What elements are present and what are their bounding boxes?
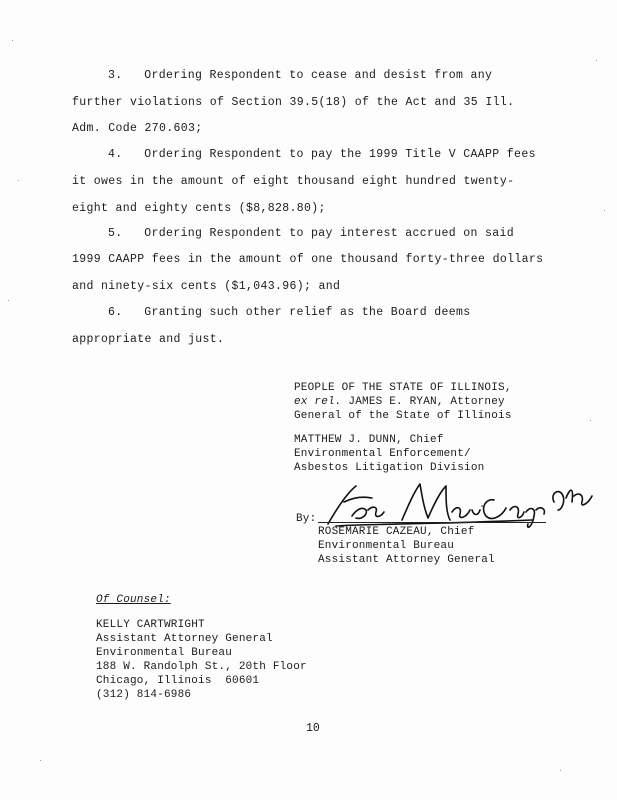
- scan-speck: [590, 420, 591, 421]
- scan-speck: [596, 60, 597, 61]
- paragraph-6-line-2: appropriate and just.: [72, 333, 225, 346]
- party-line-3: General of the State of Illinois: [294, 410, 512, 422]
- signature-line: [318, 522, 546, 523]
- paragraph-4-line-3: eight and eighty cents ($8,828.80);: [72, 202, 326, 215]
- chief-name: MATTHEW J. DUNN, Chief: [294, 434, 444, 446]
- signer-title: Assistant Attorney General: [318, 554, 495, 566]
- paragraph-3-line-1: 3. Ordering Respondent to cease and desist from any: [108, 69, 493, 82]
- handwritten-signature: [322, 480, 594, 532]
- counsel-name: KELLY CARTWRIGHT: [96, 619, 205, 631]
- scan-speck: [8, 300, 9, 301]
- scan-speck: [40, 760, 41, 761]
- counsel-street: 188 W. Randolph St., 20th Floor: [96, 661, 307, 673]
- of-counsel-heading: Of Counsel:: [96, 594, 171, 606]
- chief-division-2: Asbestos Litigation Division: [294, 462, 485, 474]
- counsel-bureau: Environmental Bureau: [96, 647, 233, 659]
- paragraph-5-line-2: 1999 CAAPP fees in the amount of one thousand forty-three dollars: [72, 253, 544, 266]
- signer-name: ROSEMARIE CAZEAU, Chief: [318, 526, 475, 538]
- paragraph-5-line-3: and ninety-six cents ($1,043.96); and: [72, 280, 341, 293]
- paragraph-3-line-3: Adm. Code 270.603;: [72, 122, 203, 135]
- party-name: PEOPLE OF THE STATE OF ILLINOIS,: [294, 382, 512, 394]
- signer-bureau: Environmental Bureau: [318, 540, 455, 552]
- paragraph-4-line-2: it owes in the amount of eight thousand eight hundred twenty-: [72, 175, 515, 188]
- paragraph-3-line-2: further violations of Section 39.5(18) of the Act and 35 Ill.: [72, 96, 515, 109]
- counsel-city: Chicago, Illinois 60601: [96, 675, 260, 687]
- chief-division-1: Environmental Enforcement/: [294, 448, 471, 460]
- by-label: By:: [296, 513, 317, 525]
- scan-speck: [18, 180, 19, 181]
- scan-speck: [12, 40, 13, 41]
- scan-speck: [604, 210, 605, 211]
- scan-speck: [560, 770, 561, 771]
- paragraph-6-line-1: 6. Granting such other relief as the Board deems: [108, 306, 471, 319]
- ex-rel-line: [294, 396, 505, 409]
- page-number: 10: [306, 722, 320, 735]
- ex-rel-prefix: ex rel.: [294, 396, 342, 408]
- counsel-phone: (312) 814-6986: [96, 689, 192, 701]
- counsel-title: Assistant Attorney General: [96, 633, 273, 645]
- ex-rel-name: JAMES E. RYAN, Attorney: [341, 396, 505, 408]
- paragraph-5-line-1: 5. Ordering Respondent to pay interest accrued on said: [108, 227, 515, 240]
- paragraph-4-line-1: 4. Ordering Respondent to pay the 1999 Title V CAAPP fees: [108, 148, 536, 161]
